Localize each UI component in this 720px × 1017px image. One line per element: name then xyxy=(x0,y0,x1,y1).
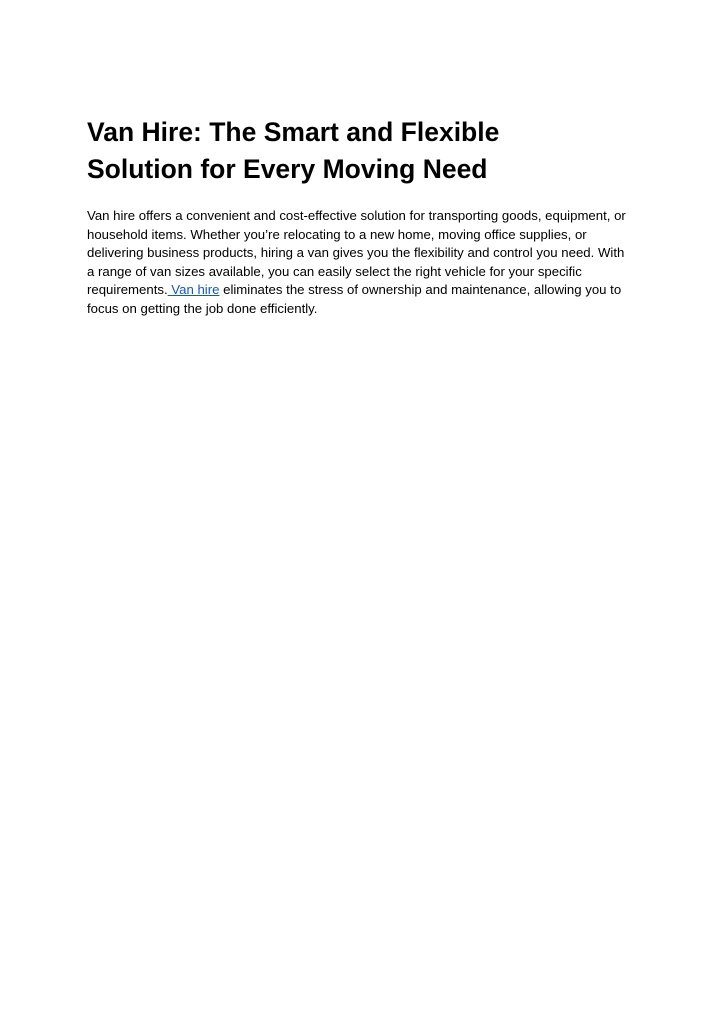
title-line-1: Van Hire: The Smart and Flexible xyxy=(87,117,500,147)
paragraph-line-5-start: requirements. xyxy=(87,282,168,298)
van-hire-link[interactable]: Van hire xyxy=(167,282,220,298)
paragraph-line-4: a range of van sizes available, you can easily select the right vehicle for your specific xyxy=(87,263,582,279)
paragraph-line-2: household items. Whether you’re relocating to a new home, moving office supplies, or xyxy=(87,226,587,242)
document-content xyxy=(87,114,635,319)
paragraph-line-5 xyxy=(87,281,635,300)
paragraph-line-6: focus on getting the job done efficiently. xyxy=(87,300,318,316)
paragraph-line-3: delivering business products, hiring a van gives you the flexibility and control you need. With xyxy=(87,245,625,261)
document-title xyxy=(87,114,635,188)
paragraph-line-5-end: eliminates the stress of ownership and maintenance, allowing you to xyxy=(219,282,622,298)
title-line-2: Solution for Every Moving Need xyxy=(87,154,488,184)
paragraph-line-1: Van hire offers a convenient and cost-effective solution for transporting goods, equipment, or xyxy=(87,208,626,223)
intro-paragraph xyxy=(87,207,635,319)
